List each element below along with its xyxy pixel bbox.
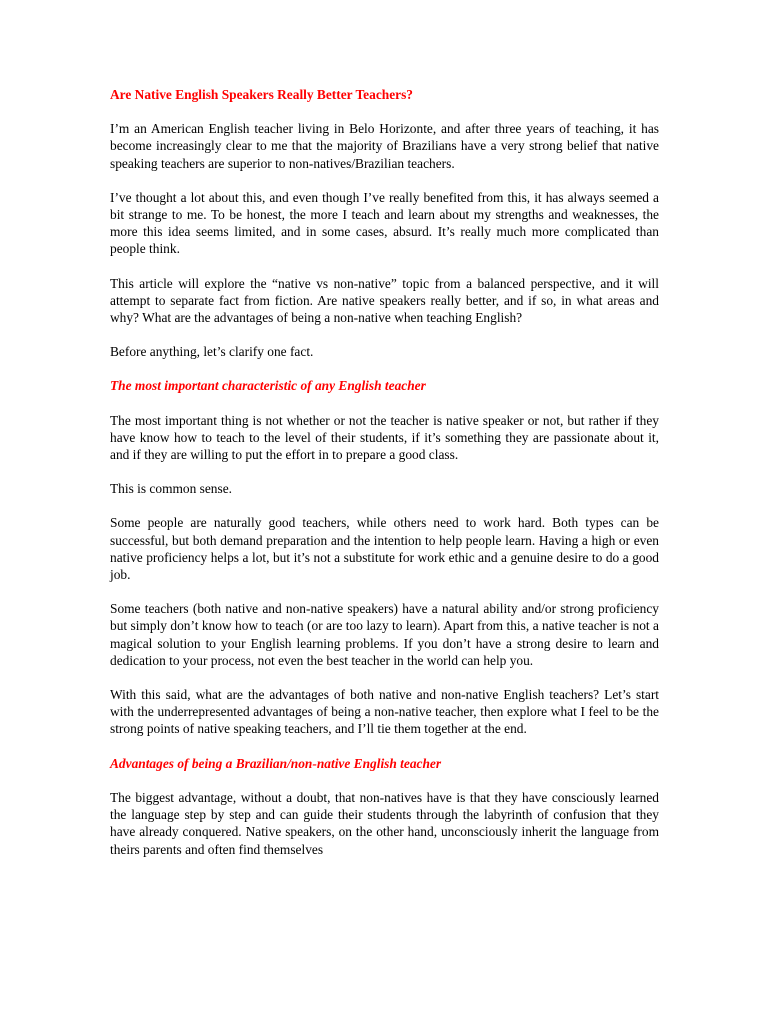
section1-paragraph-4: Some teachers (both native and non-native speakers) have a natural ability and/or strong proficiency but simply don’t know how to teach (or are too lazy to learn). Apart from this, a native teacher is not a magical solution to your English learning problems. If you don’t have a strong desire to learn and dedication to your process, not even the best teacher in the world can help you. xyxy=(110,601,659,668)
article-title: Are Native English Speakers Really Better Teachers? xyxy=(110,87,414,102)
section2-paragraph-1: The biggest advantage, without a doubt, that non-natives have is that they have consciously learned the language step by step and can guide their students through the labyrinth of confusion that they have already conquered. Native speakers, on the other hand, unconsciously inherit the language from theirs parents and often find themselves xyxy=(110,789,659,857)
intro-paragraph-2: I’ve thought a lot about this, and even though I’ve really benefited from this, it has always seemed a bit strange to me. To be honest, the more I teach and learn about my strengths and weaknesses, the more this idea seems limited, and in some cases, absurd. It’s really much more complicated than people think. xyxy=(110,189,659,257)
article-body xyxy=(110,86,659,875)
section1-paragraph-2: This is common sense. xyxy=(110,481,232,497)
section1-paragraph-1: The most important thing is not whether or not the teacher is native speaker or not, but rather if they have know how to teach to the level of their students, if it’s something they are passionate about it, and if they are willing to put the effort in to prepare a good class. xyxy=(110,412,659,463)
section-heading-non-native-advantages: Advantages of being a Brazilian/non-native English teacher xyxy=(110,755,442,771)
section1-paragraph-5: With this said, what are the advantages of both native and non-native English teachers? Let’s start with the underrepresented advantages of being a non-native teacher, then explore what I feel to be the strong points of native speaking teachers, and I’ll tie them together at the end. xyxy=(110,687,659,737)
intro-paragraph-4: Before anything, let’s clarify one fact. xyxy=(110,344,314,360)
intro-paragraph-1: I’m an American English teacher living in Belo Horizonte, and after three years of teaching, it has become increasingly clear to me that the majority of Brazilians have a very strong belief that native speaking teachers are superior to non-natives/Brazilian teachers. xyxy=(110,121,659,171)
section1-paragraph-3: Some people are naturally good teachers, while others need to work hard. Both types can be successful, but both demand preparation and the intention to help people learn. Having a high or even native proficiency helps a lot, but it’s not a substitute for work ethic and a genuine desire to do a good job. xyxy=(110,515,659,583)
section-heading-important-characteristic: The most important characteristic of any English teacher xyxy=(110,378,426,394)
intro-paragraph-3: This article will explore the “native vs non-native” topic from a balanced perspective, and it will attempt to separate fact from fiction. Are native speakers really better, and if so, in what areas and why? What are the advantages of being a non-native when teaching English? xyxy=(110,275,659,326)
